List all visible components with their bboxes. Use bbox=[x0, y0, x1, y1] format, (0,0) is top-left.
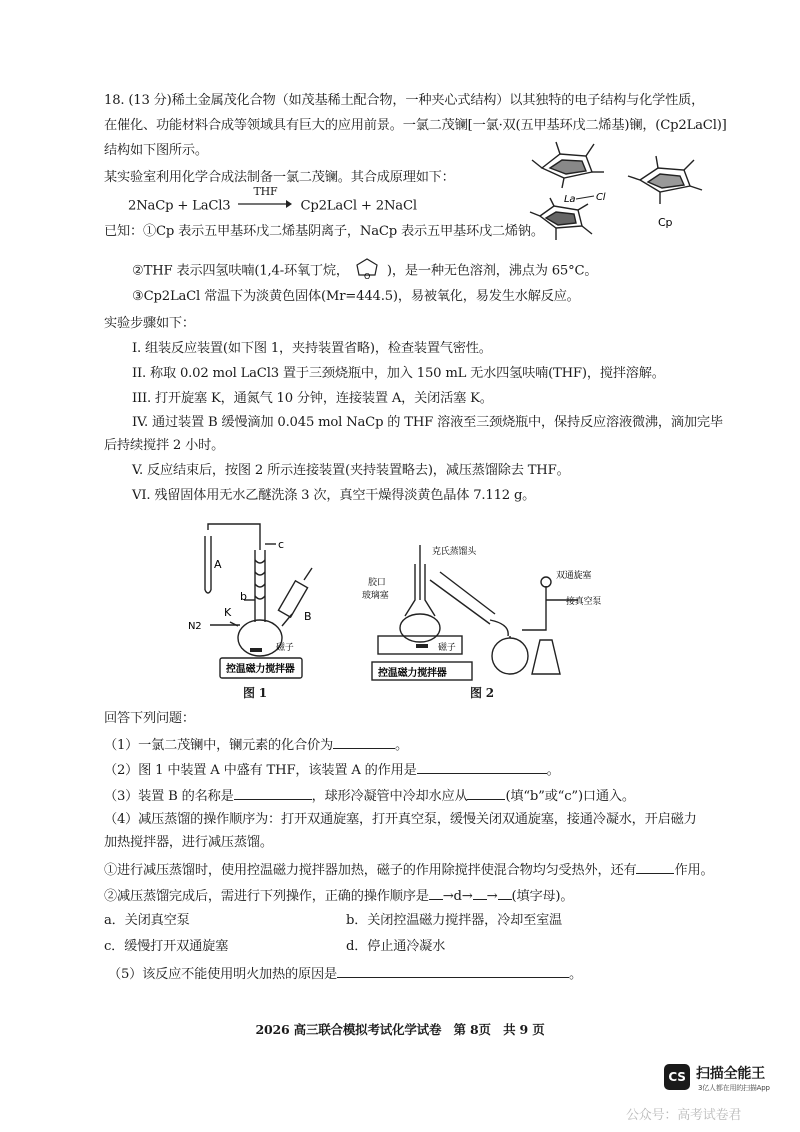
cp-label: Cp bbox=[658, 216, 673, 229]
equation-reactants: 2NaCp + LaCl3 bbox=[128, 198, 231, 214]
question-4-sub1-text: ①进行减压蒸馏时，使用控温磁力搅拌器加热，磁子的作用除搅拌使混合物均匀受热外，还有 bbox=[104, 863, 637, 878]
question-4-line2: 加热搅拌器，进行减压蒸馏。 bbox=[104, 835, 273, 850]
question-5: （5）该反应不能使用明火加热的原因是 。 bbox=[108, 963, 730, 985]
steps-title: 实验步骤如下： bbox=[104, 316, 195, 331]
answer-blank-1[interactable] bbox=[333, 734, 395, 749]
known-3: ③Cp2LaCl 常温下为淡黄色固体(Mr=444.5)，易被氧化，易发生水解反应。 bbox=[132, 289, 580, 304]
question-3-text-b: ，球形冷凝管中冷却水应从 bbox=[311, 789, 468, 804]
stirrer-label-2: 控温磁力搅拌器 bbox=[378, 668, 447, 679]
question-2-text: （2）图 1 中装置 A 中盛有 THF，该装置 A 的作用是 bbox=[104, 763, 417, 778]
watermark-app-name: 扫描全能王 bbox=[696, 1066, 765, 1082]
figure-2-caption: 图 2 bbox=[470, 686, 494, 700]
stirrer-label-1: 控温磁力搅拌器 bbox=[226, 664, 295, 675]
equation-condition: THF bbox=[253, 185, 278, 198]
answer-blank-4b2[interactable] bbox=[473, 885, 487, 900]
tube-a bbox=[205, 536, 211, 590]
step-5: V. 反应结束后，按图 2 所示连接装置(夹持装置略去)，减压蒸馏除去 THF。 bbox=[132, 463, 570, 478]
question-4-line1: （4）减压蒸馏的操作顺序为：打开双通旋塞，打开真空泵，缓慢关闭双通旋塞，接通冷凝水，开启磁力 bbox=[104, 812, 697, 827]
label-c: c bbox=[278, 538, 284, 551]
step-6: VI. 残留固体用无水乙醚洗涤 3 次，真空干燥得淡黄色晶体 7.112 g。 bbox=[132, 488, 536, 503]
svg-text:O: O bbox=[363, 272, 371, 281]
q18-intro-line1: 18. (13 分)稀土金属茂化合物（如茂基稀土配合物，一种夹心式结构）以其独特的电子结构与化学性质， bbox=[104, 93, 705, 108]
upper-cp-ring bbox=[532, 142, 604, 188]
answer-blank-2[interactable] bbox=[417, 759, 547, 774]
q18-intro-line2: 在催化、功能材料合成等领域具有巨大的应用前景。一氯二茂镧[一氯·双(五甲基环戊二烯基)镧，(Cp2LaCl)] bbox=[104, 118, 727, 133]
option-d: d．停止通冷凝水 bbox=[346, 939, 446, 954]
watermark-account: 公众号：高考试卷君 bbox=[626, 1108, 742, 1123]
label-magnet-2: 磁子 bbox=[438, 643, 456, 653]
known-2 bbox=[132, 261, 730, 282]
equation-products: Cp2LaCl + 2NaCl bbox=[300, 198, 417, 214]
page-footer: 2026 高三联合模拟考试化学试卷 第 8页 共 9 页 bbox=[255, 1022, 545, 1037]
label-plug-2: 玻璃塞 bbox=[362, 591, 389, 601]
label-n2: N2 bbox=[188, 621, 202, 632]
label-magnet-1: 磁子 bbox=[276, 643, 294, 653]
vacuum-line bbox=[522, 586, 546, 630]
step-3: III. 打开旋塞 K，通氮气 10 分钟，连接装置 A，关闭活塞 K。 bbox=[132, 391, 493, 406]
receiver-flask bbox=[492, 638, 528, 674]
answer-blank-3a[interactable] bbox=[234, 785, 312, 800]
answer-blank-4b1[interactable] bbox=[429, 885, 443, 900]
known-2-part1: ②THF 表示四氢呋喃(1,4-环氧丁烷， bbox=[132, 263, 349, 279]
question-3-text-a: （3）装置 B 的名称是 bbox=[104, 789, 234, 804]
question-2: （2）图 1 中装置 A 中盛有 THF，该装置 A 的作用是 。 bbox=[104, 759, 730, 781]
question-1-text: （1）一氯二茂镧中，镧元素的化合价为 bbox=[104, 738, 333, 753]
magnet-1 bbox=[250, 648, 262, 652]
question-4-sub2: ②减压蒸馏完成后，需进行下列操作，正确的操作顺序是 →d→ → (填字母)。 bbox=[104, 885, 730, 907]
label-k: K bbox=[224, 606, 232, 619]
label-valve: 双通旋塞 bbox=[556, 571, 592, 581]
figure-2-apparatus bbox=[360, 540, 610, 685]
spiral-condenser bbox=[255, 560, 265, 599]
step-2: II. 称取 0.02 mol LaCl3 置于三颈烧瓶中，加入 150 mL 无水四氢呋喃(THF)，搅拌溶解。 bbox=[132, 366, 665, 381]
two-way-stopcock bbox=[541, 577, 551, 587]
reaction-arrow bbox=[238, 185, 292, 216]
question-1: （1）一氯二茂镧中，镧元素的化合价为 。 bbox=[104, 734, 730, 756]
magnet-2 bbox=[416, 644, 428, 648]
cl-label: Cl bbox=[596, 192, 606, 203]
distill-flask bbox=[400, 614, 440, 642]
figure-1-apparatus bbox=[180, 510, 330, 685]
figure-1-caption: 图 1 bbox=[243, 686, 267, 700]
step-4-line1: IV. 通过装置 B 缓慢滴加 0.045 mol NaCp 的 THF 溶液至三颈烧瓶中，保持反应溶液微沸，滴加完毕 bbox=[132, 415, 723, 430]
answer-blank-4a[interactable] bbox=[636, 859, 674, 874]
question-3 bbox=[104, 785, 730, 807]
label-b-small: b bbox=[240, 590, 247, 603]
la-cl-bond bbox=[576, 196, 594, 199]
known-1: 已知：①Cp 表示五甲基环戊二烯基阴离子，NaCp 表示五甲基环戊二烯钠。 bbox=[104, 224, 544, 239]
q18-intro-line3: 结构如下图所示。 bbox=[104, 143, 208, 158]
question-4-sub2-text: ②减压蒸馏完成后，需进行下列操作，正确的操作顺序是 bbox=[104, 889, 429, 904]
question-4-sub1 bbox=[104, 859, 730, 881]
sequence-fixed-d: d bbox=[453, 889, 462, 904]
answer-blank-4b3[interactable] bbox=[498, 885, 512, 900]
label-plug: 胶口 bbox=[368, 578, 386, 588]
q18-intro-line4: 某实验室利用化学合成法制备一氯二茂镧。其合成原理如下： bbox=[104, 170, 455, 185]
label-b: B bbox=[304, 610, 312, 623]
step-1: I. 组装反应装置(如下图 1，夹持装置省略)，检查装置气密性。 bbox=[132, 341, 492, 356]
watermark-app-sub: 3亿人都在用的扫描App bbox=[698, 1084, 770, 1092]
la-label: La bbox=[564, 194, 576, 205]
label-pump: 接真空泵 bbox=[566, 597, 602, 607]
question-4-sub2-end: (填字母)。 bbox=[511, 889, 574, 904]
option-c: c．缓慢打开双通旋塞 bbox=[104, 939, 229, 954]
cp-ring bbox=[628, 156, 702, 204]
thf-ring-icon bbox=[353, 255, 383, 281]
question-3-text-c: (填“b”或“c”)口通入。 bbox=[505, 789, 635, 804]
erlenmeyer-flask bbox=[532, 640, 560, 674]
answer-blank-5[interactable] bbox=[337, 963, 569, 978]
label-a: A bbox=[214, 558, 222, 571]
option-a: a．关闭真空泵 bbox=[104, 913, 190, 928]
option-b: b．关闭控温磁力搅拌器，冷却至室温 bbox=[346, 913, 563, 928]
question-5-text: （5）该反应不能使用明火加热的原因是 bbox=[108, 967, 337, 982]
question-4-sub1-end: 作用。 bbox=[674, 863, 714, 878]
known-2-part2: )，是一种无色溶剂，沸点为 65°C。 bbox=[386, 263, 598, 279]
step-4-line2: 后持续搅拌 2 小时。 bbox=[104, 438, 225, 453]
questions-title: 回答下列问题： bbox=[104, 711, 195, 726]
answer-blank-3b[interactable] bbox=[467, 785, 505, 800]
label-head: 克氏蒸馏头 bbox=[432, 547, 477, 557]
cs-logo: CS bbox=[664, 1064, 690, 1090]
